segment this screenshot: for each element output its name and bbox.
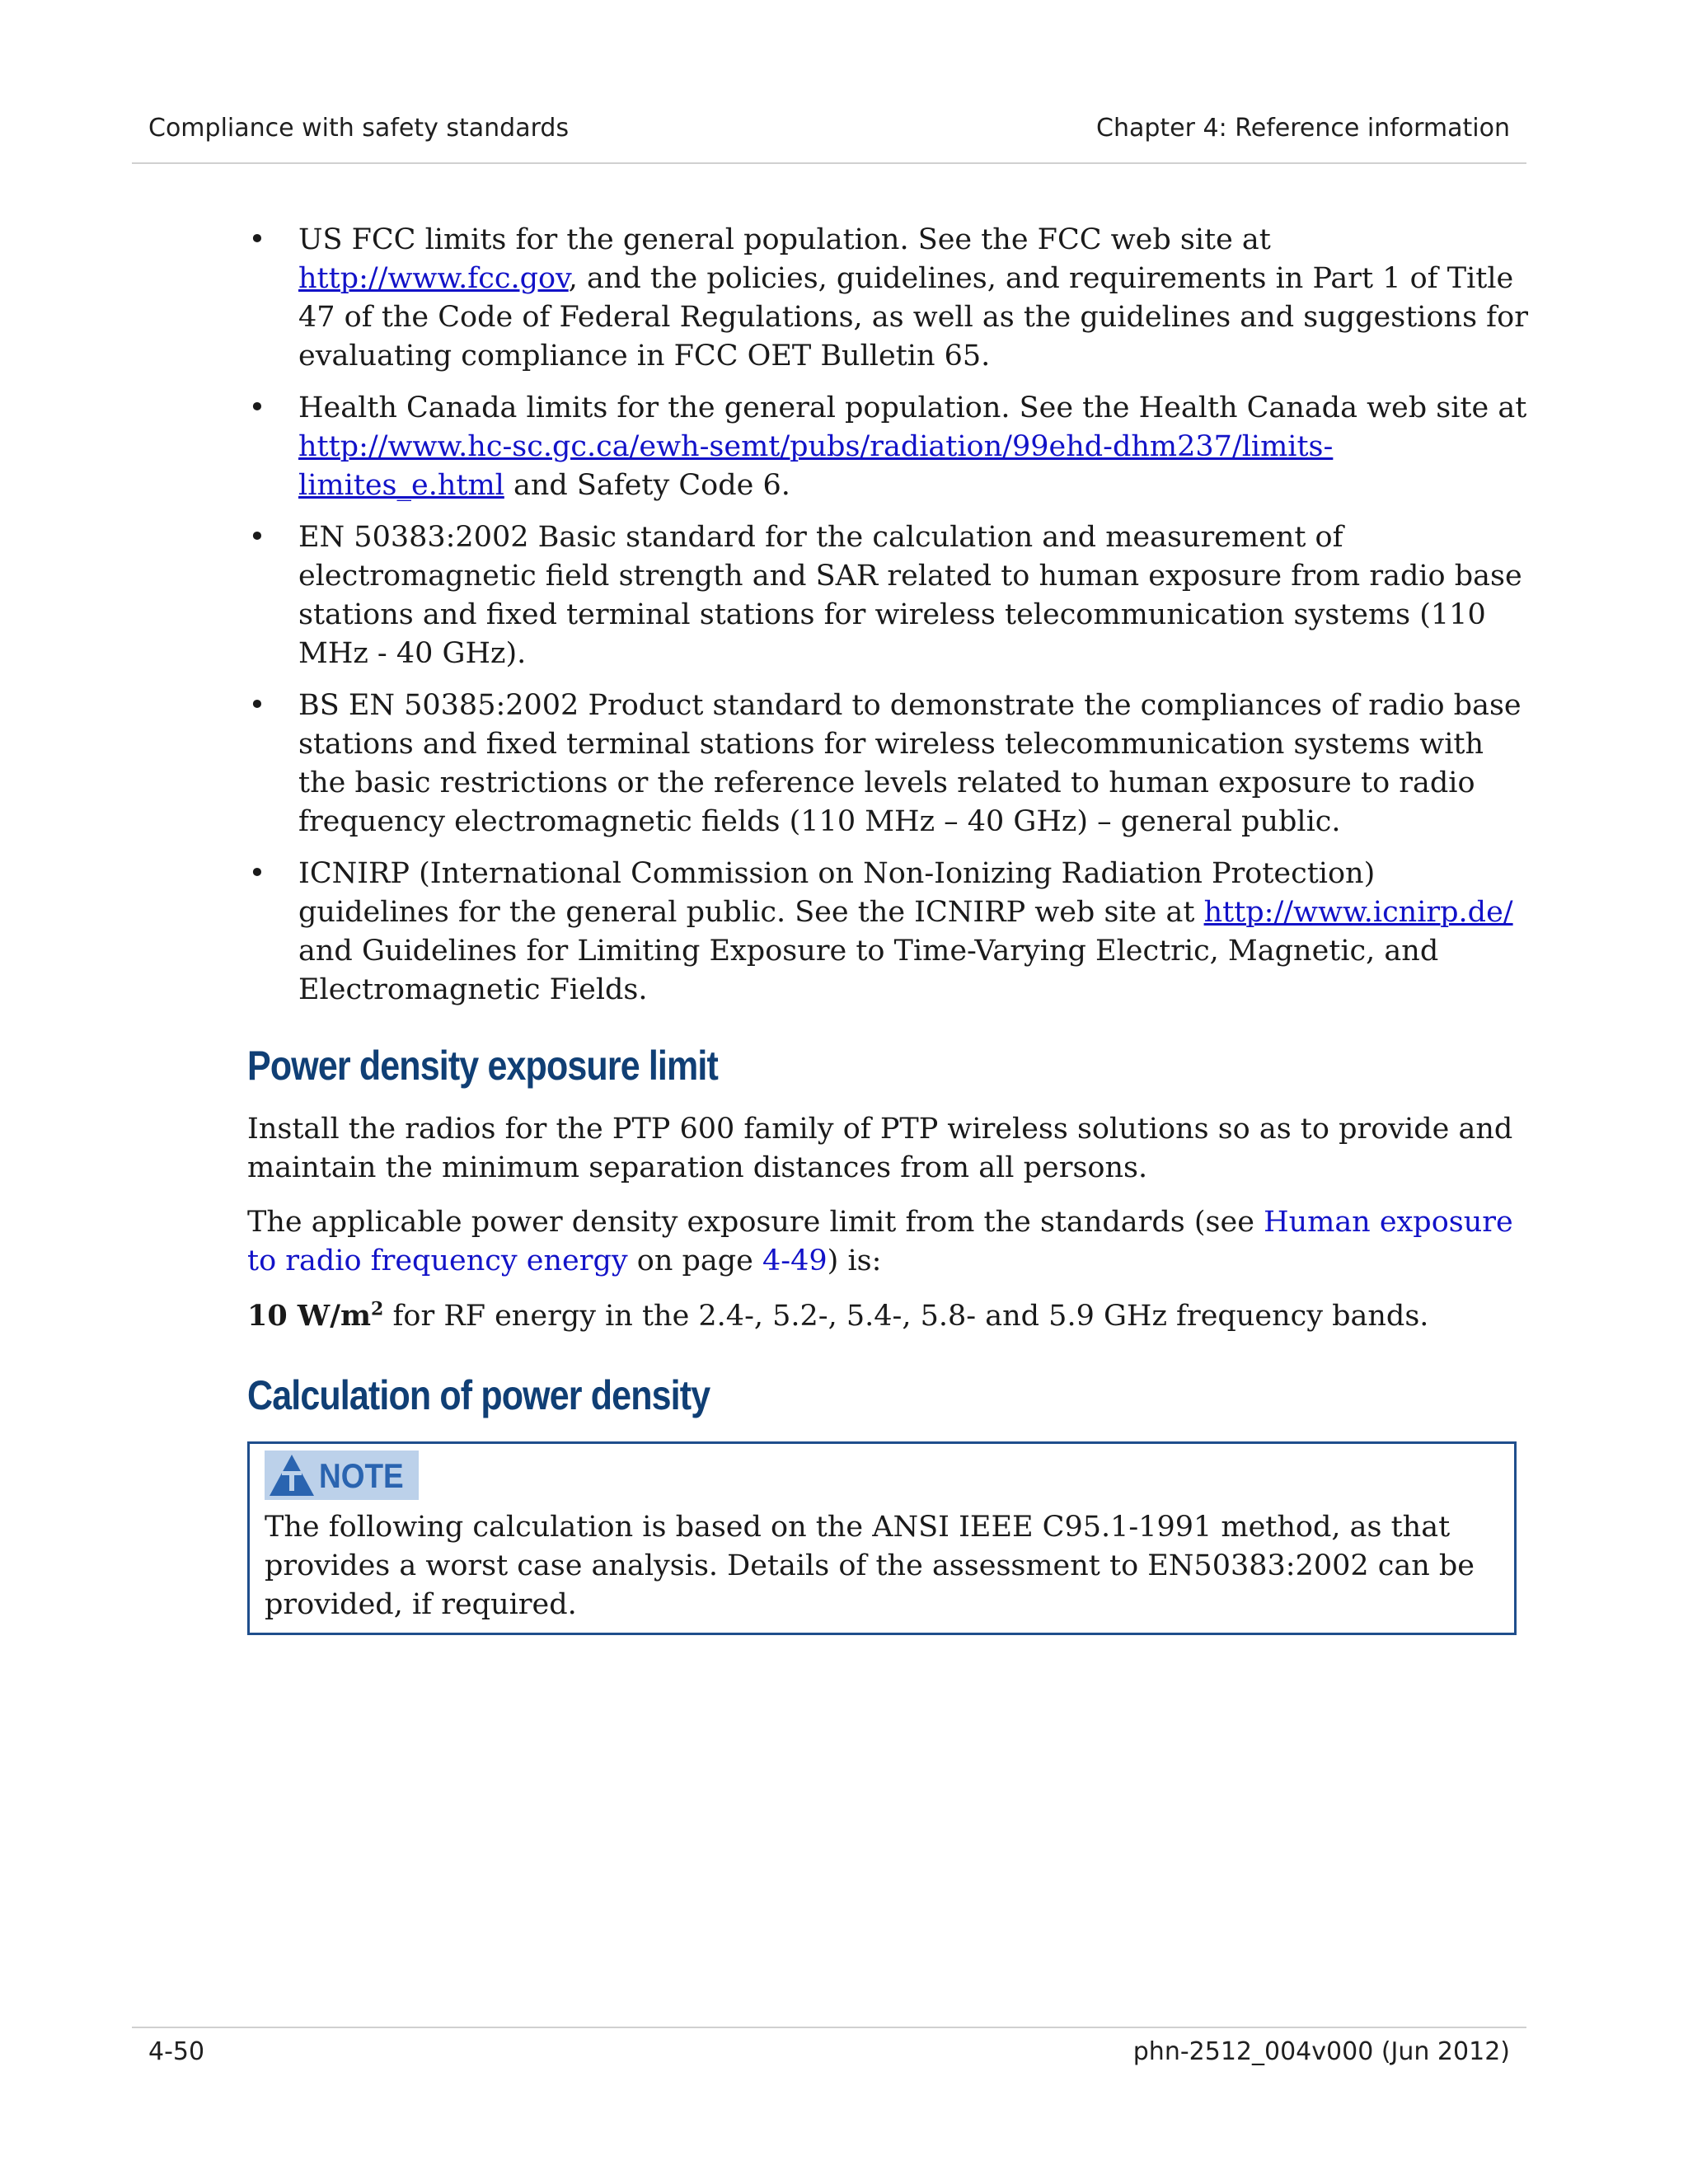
- list-item: • US FCC limits for the general population. See the FCC web site at http://www.fcc.gov, and the policies, guidelines, and requirements in Part 1 of Title 47 of the Code of Federal Regulations, as well as the guidelines and suggestions for evaluating compliance in FCC OET Bulletin 65.: [247, 221, 1533, 376]
- header-divider: [132, 162, 1526, 164]
- limit-reference-paragraph: The applicable power density exposure limit from the standards (see Human exposure to radio frequency energy on page 4-49) is:: [247, 1206, 1513, 1277]
- header-section-title: Compliance with safety standards: [148, 114, 570, 143]
- standards-list: [247, 221, 1533, 1010]
- bullet-icon: •: [248, 223, 266, 256]
- health-canada-link[interactable]: http://www.hc-sc.gc.ca/ewh-semt/pubs/radiation/99ehd-dhm237/limits-limites_e.html: [298, 430, 1334, 502]
- section-heading-exposure-limit: Power density exposure limit: [247, 1043, 718, 1089]
- human-exposure-xref-link[interactable]: Human exposure to radio frequency energy: [247, 1206, 1513, 1277]
- page-footer: [148, 2037, 1510, 2074]
- footer-divider: [132, 2027, 1526, 2028]
- list-item: • EN 50383:2002 Basic standard for the calculation and measurement of electromagnetic field strength and SAR related to human exposure from radio base stations and fixed terminal stations for wireless telecommunication systems (110 MHz - 40 GHz).: [247, 518, 1533, 673]
- note-badge: [265, 1451, 419, 1500]
- install-paragraph: Install the radios for the PTP 600 family of PTP wireless solutions so as to provide and maintain the minimum separation distances from all persons.: [247, 1113, 1513, 1184]
- note-text: The following calculation is based on the ANSI IEEE C95.1-1991 method, as that provides a worst case analysis. Details of the assessment to EN50383:2002 can be provided, if required.: [265, 1511, 1475, 1621]
- note-box: [247, 1441, 1517, 1635]
- page-xref-link[interactable]: 4-49: [762, 1244, 828, 1277]
- bullet-icon: •: [248, 857, 266, 890]
- fcc-link[interactable]: http://www.fcc.gov: [298, 262, 569, 295]
- page-number: 4-50: [148, 2037, 205, 2066]
- header-chapter-title: Chapter 4: Reference information: [1096, 114, 1510, 143]
- limit-value: 10 $W/m^2$: [247, 1298, 384, 1333]
- section-heading-calculation: Calculation of power density: [247, 1372, 710, 1418]
- limit-value-paragraph: 10 $W/m^2$ for RF energy in the 2.4-, 5.2-, 5.4-, 5.8- and 5.9 GHz frequency bands.: [247, 1298, 1429, 1333]
- note-label: NOTE: [319, 1455, 404, 1495]
- document-id: phn-2512_004v000 (Jun 2012): [1132, 2037, 1510, 2066]
- page-content: [247, 221, 1533, 1635]
- icnirp-link[interactable]: http://www.icnirp.de/: [1203, 896, 1513, 929]
- warning-triangle-icon: [268, 1453, 316, 1497]
- list-item: • Health Canada limits for the general population. See the Health Canada web site at http://www.hc-sc.gc.ca/ewh-semt/pubs/radiation/99ehd-dhm237/limits-limites_e.html and Safety Code 6.: [247, 389, 1533, 505]
- list-item: • BS EN 50385:2002 Product standard to demonstrate the compliances of radio base stations and fixed terminal stations for wireless telecommunication systems with the basic restrictions or the reference levels related to human exposure to radio frequency electromagnetic fields (110 MHz – 40 GHz) – general public.: [247, 687, 1533, 841]
- page-header: [148, 114, 1510, 150]
- list-item: • ICNIRP (International Commission on Non-Ionizing Radiation Protection) guidelines for the general public. See the ICNIRP web site at http://www.icnirp.de/ and Guidelines for Limiting Exposure to Time-Varying Electric, Magnetic, and Electromagnetic Fields.: [247, 855, 1533, 1010]
- bullet-icon: •: [248, 391, 266, 424]
- bullet-icon: •: [248, 521, 266, 554]
- bullet-icon: •: [248, 689, 266, 722]
